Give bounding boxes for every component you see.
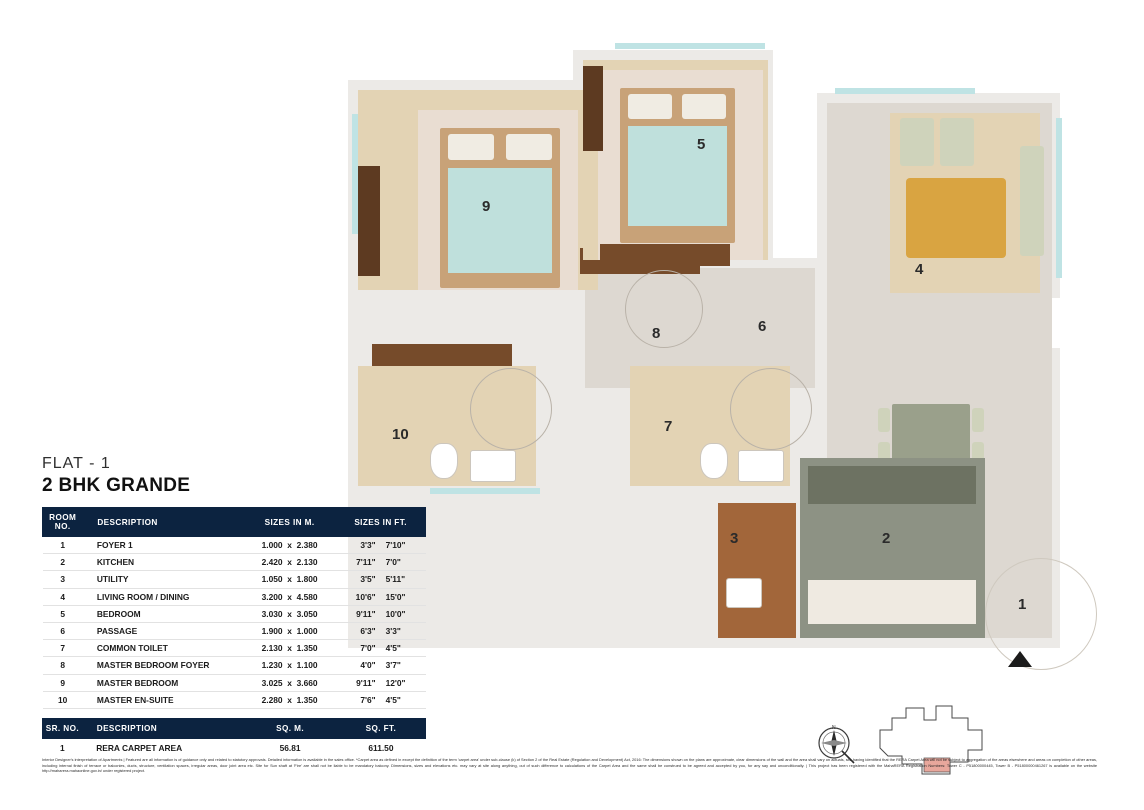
- cell-size-ft: 6'3" 3'3": [336, 622, 426, 639]
- header-sizes-ft: SIZES IN FT.: [336, 508, 426, 537]
- wardrobe-bedroom: [583, 66, 603, 151]
- door-swing-foyer: [985, 558, 1097, 670]
- header-sqft: SQ. FT.: [336, 718, 425, 738]
- cell-size-ft: 7'6" 4'5": [336, 691, 426, 708]
- cell-size-m: 2.420 x 2.130: [243, 554, 335, 571]
- pillow-bedroom-1: [628, 94, 672, 119]
- svg-text:N: N: [832, 725, 836, 731]
- header-room-no: ROOM NO.: [43, 508, 83, 537]
- room-number-2: 2: [882, 530, 891, 547]
- cell-description: UTILITY: [83, 571, 244, 588]
- wc-master-ensuite: [430, 443, 458, 479]
- header-sr-no: SR. NO.: [43, 718, 83, 738]
- table-row: [43, 571, 426, 588]
- cell-size-ft: 9'11" 10'0": [336, 605, 426, 622]
- cell-sr-no: 1: [60, 742, 65, 753]
- cell-room-no: 1: [43, 537, 83, 554]
- room-number-1: 1: [1018, 596, 1027, 613]
- room-number-10: 10: [392, 426, 409, 443]
- cell-description: LIVING ROOM / DINING: [83, 588, 244, 605]
- wardrobe-master: [358, 166, 380, 276]
- utility-sink: [726, 578, 762, 608]
- table-row: [43, 537, 426, 554]
- bed-sheet-master: [448, 168, 552, 273]
- cell-room-no: 9: [43, 674, 83, 691]
- cell-room-no: 6: [43, 622, 83, 639]
- header-description: DESCRIPTION: [83, 508, 244, 537]
- cell-description: COMMON TOILET: [83, 640, 244, 657]
- tv-unit-bedroom: [600, 244, 730, 266]
- cell-description: FOYER 1: [83, 537, 244, 554]
- sofa-living-right: [1020, 146, 1044, 256]
- room-number-5: 5: [697, 136, 706, 153]
- room-number-7: 7: [664, 418, 673, 435]
- pillow-master-1: [448, 134, 494, 160]
- cell-description: KITCHEN: [83, 554, 244, 571]
- cell-room-no: 4: [43, 588, 83, 605]
- cell-size-ft: 9'11" 12'0": [336, 674, 426, 691]
- cell-size-m: 1.230 x 1.100: [243, 657, 335, 674]
- title-and-schedule: [42, 455, 432, 757]
- table-row: [43, 640, 426, 657]
- window-ensuite: [430, 488, 540, 494]
- table-row: [43, 691, 426, 708]
- cell-size-ft: 3'5" 5'11": [336, 571, 426, 588]
- bed-sheet-bedroom: [628, 126, 727, 226]
- room-number-6: 6: [758, 318, 767, 335]
- cell-size-m: 1.000 x 2.380: [243, 537, 335, 554]
- kitchen-counter-top: [808, 466, 976, 504]
- sofa-living-left: [900, 118, 934, 166]
- dining-chair-3: [972, 408, 984, 432]
- cell-size-ft: 7'11" 7'0": [336, 554, 426, 571]
- cell-room-no: 8: [43, 657, 83, 674]
- basin-master-ensuite: [470, 450, 516, 482]
- cell-description: MASTER BEDROOM: [83, 674, 244, 691]
- apartment-floor-plan: [330, 18, 1090, 678]
- legal-disclaimer: Interior Designer's interpretation of Apartments | Featured are all information is of guidance only and related to statutory approvals. Detailed information is available in the sales office. *Carpet area as defined in except the definition of the term 'carpet area' under sub-clause (k) of Section 2 of the Real Estate (Regulation and Development) Act, 2016: The dimensions shown on the plans are approximate, clear dimensions of the wall and the area shall vary on actuals, site having identified that the RERA Carpet Area will not be subject to aggregation of the areas elsewhere and areas on completion of other areas, including internal finish of terrace or balconies, ducts, structure, ventilation spaces, irregular areas, door joint area etc. Site for Sun shaft at 'Fire' are shall not be liable to be mandatory balcony. Dimensions, sizes and elevations etc. may vary at site along anything, out of such difference to calculations of the Carpet Area and the same shall be construed to be agreed and accepted by you, for any say and unconditionally. | This project has been registered with the MahaRERA Registration Numbers: Tower C - P51800000445, Tower B - P51800000461267 is available on the website http://maharera.mahaonline.gov.in/ under registered project.: [42, 757, 1097, 774]
- cell-description: MASTER EN-SUITE: [83, 691, 244, 708]
- floor-utility: [718, 503, 796, 638]
- flat-type: 2 BHK GRANDE: [42, 475, 191, 496]
- window-living-right: [1056, 118, 1062, 278]
- cell-room-no: 7: [43, 640, 83, 657]
- table-row: [43, 605, 426, 622]
- header-area-description: DESCRIPTION: [82, 718, 244, 738]
- cell-description: MASTER BEDROOM FOYER: [83, 657, 244, 674]
- cell-sqm: 56.81: [279, 742, 301, 753]
- cell-room-no: 10: [43, 691, 83, 708]
- room-number-8: 8: [652, 325, 661, 342]
- room-number-3: 3: [730, 530, 739, 547]
- room-schedule-table: [42, 507, 426, 709]
- window-master-bedroom: [352, 114, 358, 234]
- basin-common-toilet: [738, 450, 784, 482]
- cell-size-ft: 4'0" 3'7": [336, 657, 426, 674]
- cell-size-m: 2.280 x 1.350: [243, 691, 335, 708]
- north-arrow-icon: [1008, 651, 1032, 667]
- flat-number: FLAT - 1: [42, 455, 111, 472]
- room-number-4: 4: [915, 261, 924, 278]
- tv-unit-master: [372, 344, 512, 366]
- table-row: [43, 588, 426, 605]
- door-swing-common-toilet: [730, 368, 812, 450]
- pillow-master-2: [506, 134, 552, 160]
- cell-sqft: 611.50: [368, 742, 394, 753]
- cell-size-m: 1.050 x 1.800: [243, 571, 335, 588]
- room-number-9: 9: [482, 198, 491, 215]
- pillow-bedroom-2: [682, 94, 726, 119]
- dining-chair-1: [878, 408, 890, 432]
- table-row: [43, 674, 426, 691]
- header-sqm: SQ. M.: [244, 718, 337, 738]
- room-table-header-row: [43, 508, 426, 537]
- area-table-header-row: [43, 718, 426, 738]
- kitchen-counter-bottom: [808, 580, 976, 624]
- cell-size-m: 3.030 x 3.050: [243, 605, 335, 622]
- table-row: [43, 554, 426, 571]
- cell-size-m: 2.130 x 1.350: [243, 640, 335, 657]
- cell-description: PASSAGE: [83, 622, 244, 639]
- cell-size-m: 3.025 x 3.660: [243, 674, 335, 691]
- cell-size-ft: 7'0" 4'5": [336, 640, 426, 657]
- table-row: [43, 657, 426, 674]
- cell-room-no: 3: [43, 571, 83, 588]
- table-row: [43, 622, 426, 639]
- cell-room-no: 2: [43, 554, 83, 571]
- cell-area-description: RERA CARPET AREA: [96, 742, 183, 753]
- door-swing-ensuite: [470, 368, 552, 450]
- carpet-area-table: [42, 718, 426, 757]
- window-living-top: [835, 88, 975, 94]
- cell-size-m: 1.900 x 1.000: [243, 622, 335, 639]
- door-swing-master: [625, 270, 703, 348]
- cell-description: BEDROOM: [83, 605, 244, 622]
- cell-size-m: 3.200 x 4.580: [243, 588, 335, 605]
- wc-common-toilet: [700, 443, 728, 479]
- window-bedroom-top: [615, 43, 765, 49]
- table-row: [43, 738, 426, 757]
- sofa-living-left2: [940, 118, 974, 166]
- cell-size-ft: 3'3" 7'10": [336, 537, 426, 554]
- header-sizes-m: SIZES IN M.: [243, 508, 335, 537]
- cell-room-no: 5: [43, 605, 83, 622]
- cell-size-ft: 10'6" 15'0": [336, 588, 426, 605]
- center-table-living: [906, 178, 1006, 258]
